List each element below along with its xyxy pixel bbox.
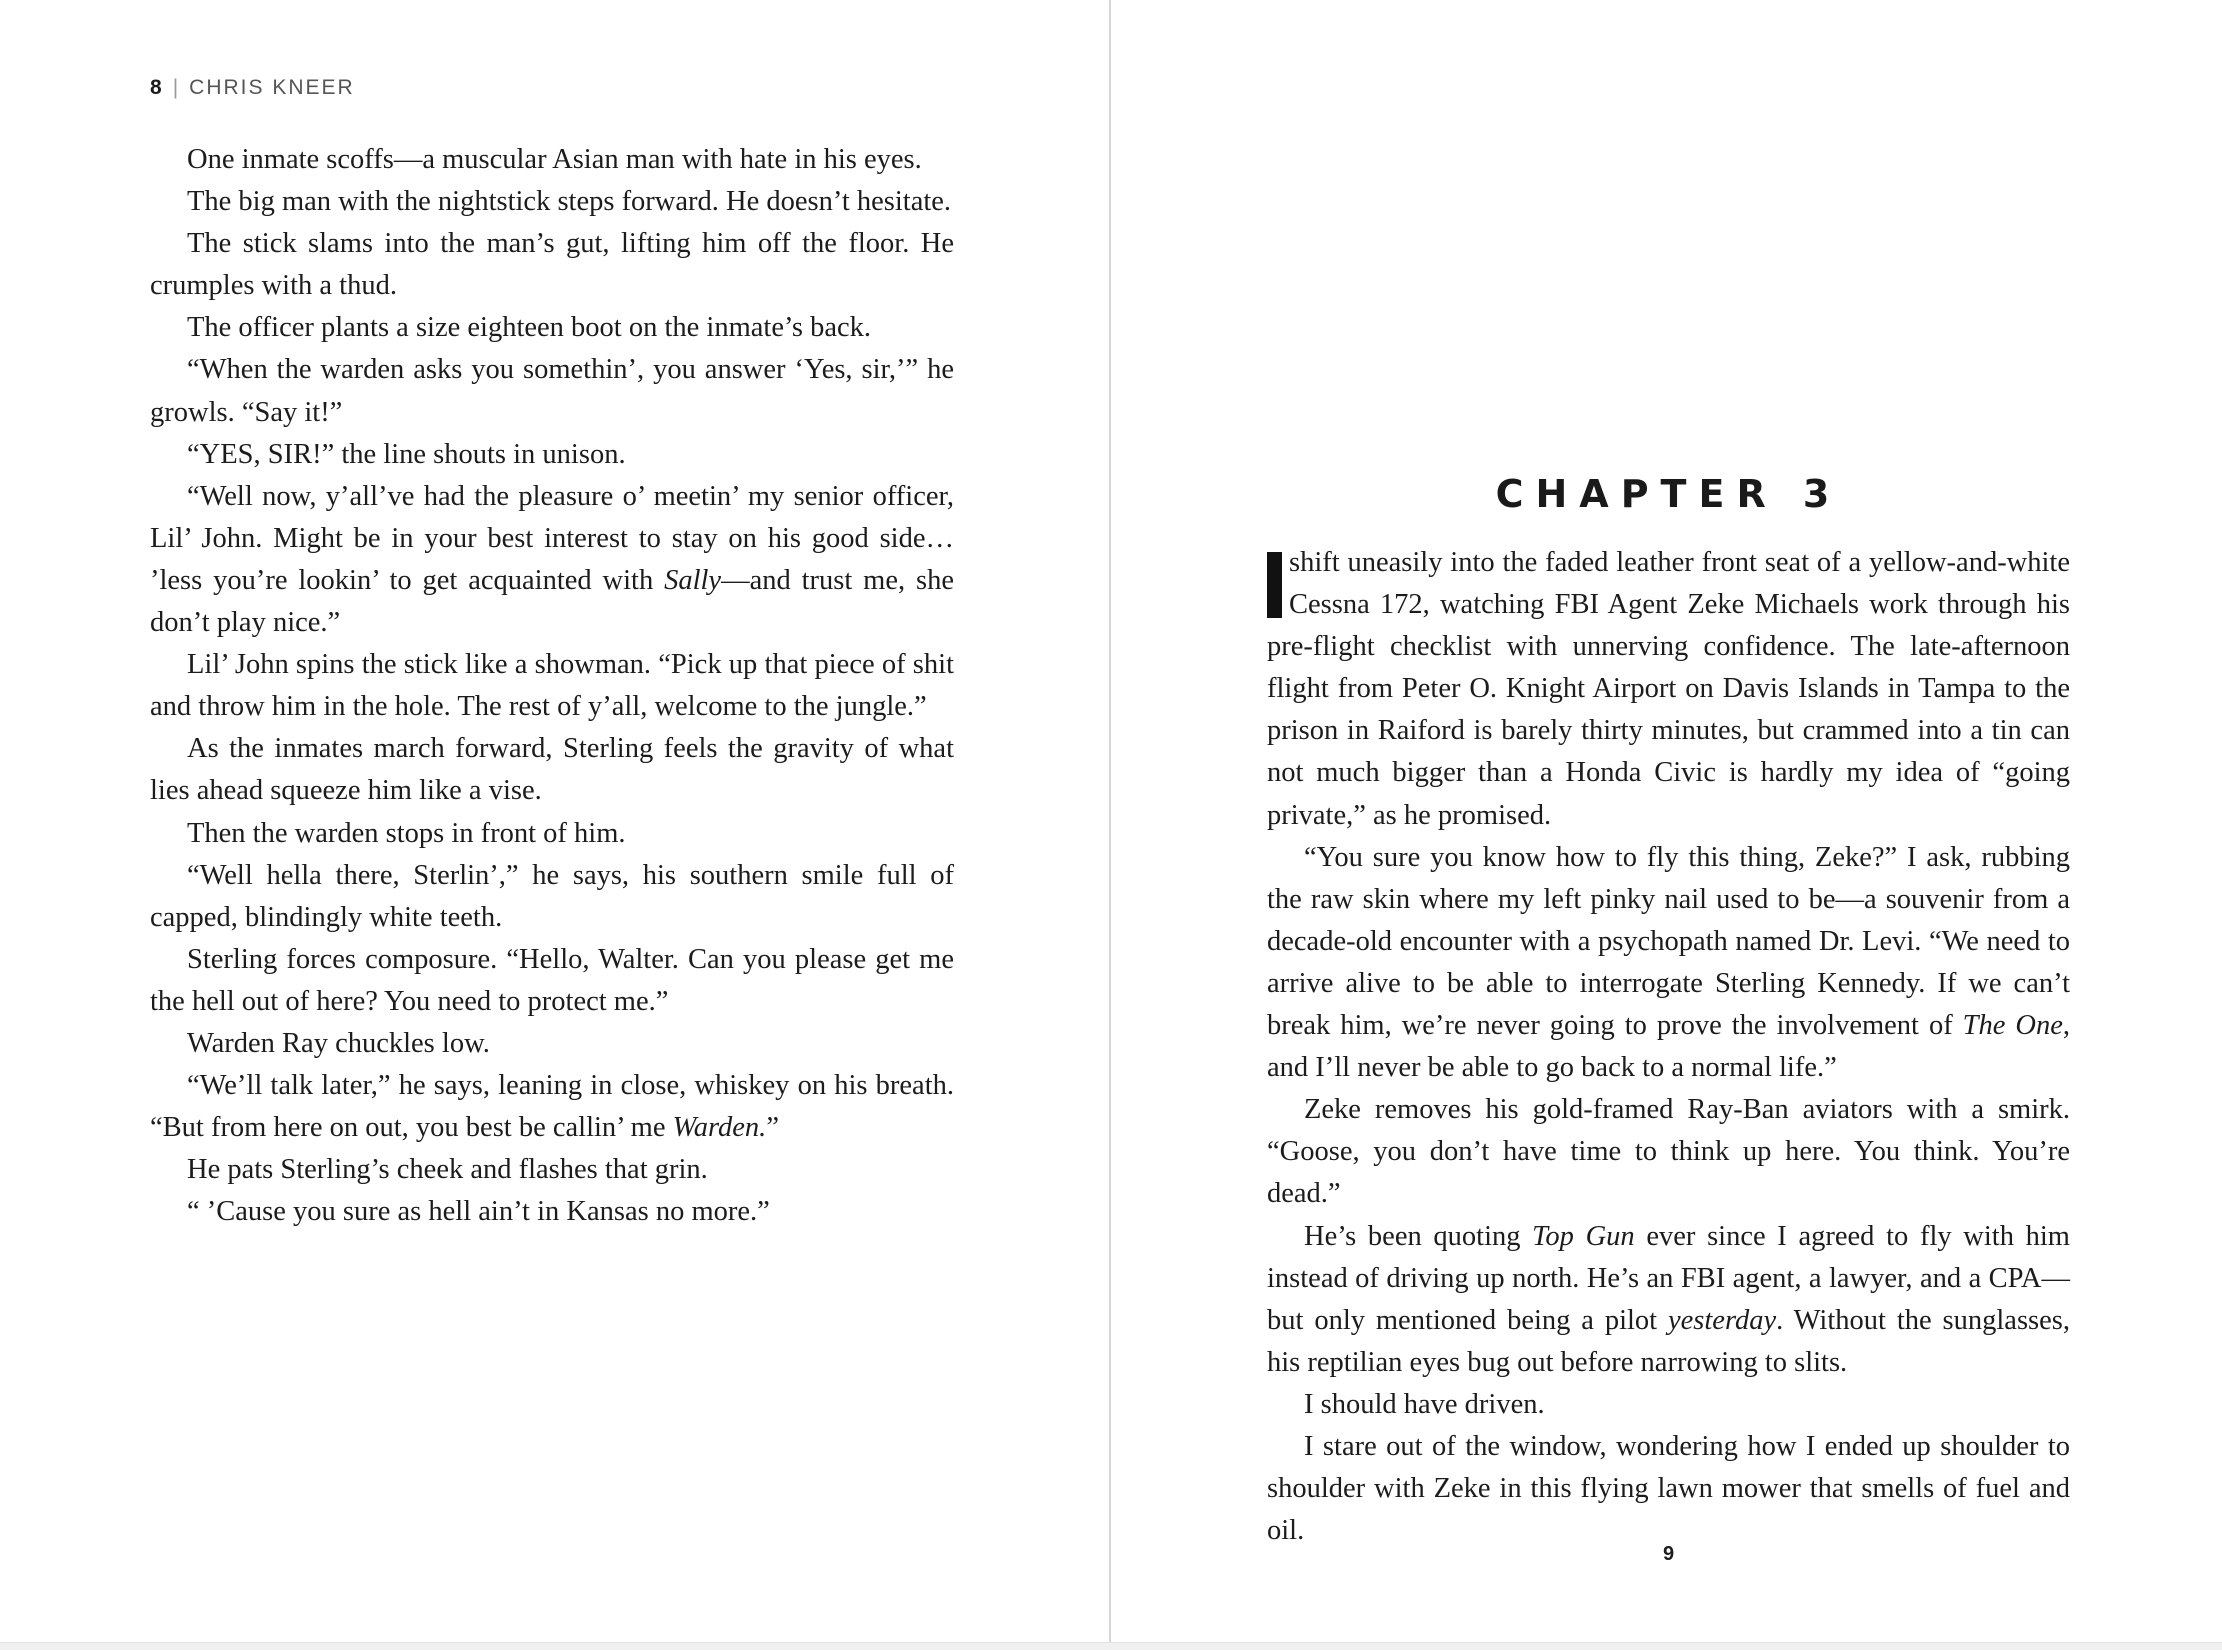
paragraph: “You sure you know how to fly this thing, Zeke?” I ask, rubbing the raw skin where my left pinky nail used to be—a souvenir from a decade-old encounter with a psychopath named Dr. Levi. “We need to arrive alive to be able to interrogate Sterling Kennedy. If we can’t break him, we’re never going to prove the involvement of The One, and I’ll never be able to go back to a normal life.” bbox=[1267, 841, 2070, 1084]
paragraph: Zeke removes his gold-framed Ray-Ban aviators with a smirk. “Goose, you don’t have time to think up here. You think. You’re dead.” bbox=[1267, 1094, 2070, 1210]
paragraph: “YES, SIR!” the line shouts in unison. bbox=[187, 438, 626, 470]
paragraph: He pats Sterling’s cheek and flashes that grin. bbox=[187, 1154, 708, 1186]
chapter-title: CHAPTER 3 bbox=[1495, 472, 1842, 516]
dropcap-letter bbox=[1267, 552, 1282, 618]
paragraph: Warden Ray chuckles low. bbox=[187, 1027, 490, 1059]
author-name: CHRIS KNEER bbox=[189, 76, 355, 99]
paragraph: Lil’ John spins the stick like a showman. “Pick up that piece of shit and throw him in the hole. The rest of y’all, welcome to the jungle.” bbox=[150, 649, 954, 723]
paragraph: The big man with the nightstick steps forward. He doesn’t hesitate. bbox=[187, 186, 952, 218]
paragraph: “When the warden asks you somethin’, you answer ‘Yes, sir,’” he growls. “Say it!” bbox=[150, 354, 954, 428]
paragraph: The stick slams into the man’s gut, lifting him off the floor. He crumples with a thud. bbox=[150, 228, 954, 302]
page-number-right: 9 bbox=[1662, 1543, 1675, 1565]
right-page-text bbox=[1267, 542, 2070, 1552]
paragraph: The officer plants a size eighteen boot on the inmate’s back. bbox=[187, 312, 872, 344]
left-page-text bbox=[150, 139, 954, 1233]
paragraph: One inmate scoffs—a muscular Asian man with hate in his eyes. bbox=[187, 144, 922, 175]
paragraph: As the inmates march forward, Sterling feels the gravity of what lies ahead squeeze him like a vise. bbox=[150, 733, 954, 807]
bottom-edge bbox=[0, 1642, 2222, 1650]
page-gutter bbox=[1109, 0, 1111, 1642]
paragraph: “Well hella there, Sterlin’,” he says, his southern smile full of capped, blindingly white teeth. bbox=[150, 859, 954, 933]
paragraph: “Well now, y’all’ve had the pleasure o’ meetin’ my senior officer, Lil’ John. Might be in your best interest to stay on his good side… ’less you’re lookin’ to get acquainted with Sally—and trust me, she don’t play nice.” bbox=[150, 480, 954, 639]
header-separator: | bbox=[172, 76, 181, 99]
paragraph: Sterling forces composure. “Hello, Walter. Can you please get me the hell out of here? You need to protect me.” bbox=[150, 943, 954, 1017]
paragraph: “We’ll talk later,” he says, leaning in close, whiskey on his breath. “But from here on out, you best be callin’ me Warden.” bbox=[150, 1070, 954, 1144]
paragraph: I stare out of the window, wondering how I ended up shoulder to shoulder with Zeke in this flying lawn mower that smells of fuel and oil. bbox=[1267, 1430, 2070, 1547]
paragraph: “ ’Cause you sure as hell ain’t in Kansas no more.” bbox=[187, 1196, 770, 1228]
paragraph: He’s been quoting Top Gun ever since I agreed to fly with him instead of driving up north. He’s an FBI agent, a lawyer, and a CPA—but only mentioned being a pilot yesterday. Without the sunglasses, his reptilian eyes bug out before narrowing to slits. bbox=[1267, 1220, 2070, 1378]
paragraph: Then the warden stops in front of him. bbox=[187, 817, 626, 849]
page-number-left: 8 bbox=[150, 76, 164, 99]
running-header bbox=[150, 76, 355, 100]
opening-paragraph: shift uneasily into the faded leather front seat of a yellow-and-white Cessna 172, watching FBI Agent Zeke Michaels work through his pre-flight checklist with unnerving confidence. The late-afternoon flight from Peter O. Knight Airport on Davis Islands in Tampa to the prison in Raiford is barely thirty minutes, but crammed into a tin can not much bigger than a Honda Civic is hardly my idea of “going private,” as he promised. bbox=[1267, 547, 2070, 831]
paragraph: I should have driven. bbox=[1304, 1388, 1545, 1420]
